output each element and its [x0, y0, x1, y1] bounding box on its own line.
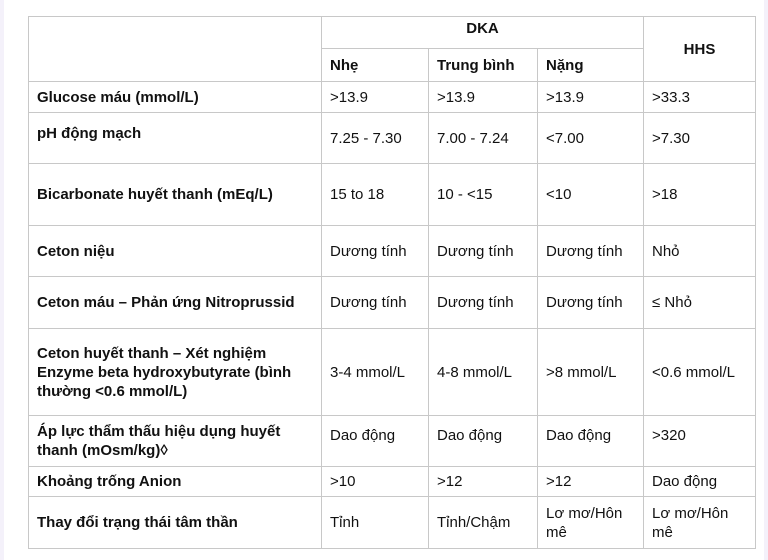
cell-value: 10 - <15	[429, 164, 538, 226]
table-row	[29, 277, 756, 329]
cell-value: >13.9	[429, 82, 538, 113]
table-row	[29, 226, 756, 277]
table-row	[29, 467, 756, 497]
cell-value: Nhỏ	[644, 226, 756, 277]
cell-value: Dương tính	[538, 277, 644, 329]
table-row	[29, 113, 756, 164]
row-label: Ceton huyết thanh – Xét nghiệm Enzyme beta hydroxybutyrate (bình thường <0.6 mmol/L)	[29, 329, 322, 416]
cell-value: <7.00	[538, 113, 644, 164]
severe-header: Nặng	[538, 49, 644, 82]
cell-value: Dao động	[538, 416, 644, 467]
row-label: Áp lực thẩm thấu hiệu dụng huyết thanh (mOsm/kg)◊	[29, 416, 322, 467]
cell-value: 15 to 18	[322, 164, 429, 226]
cell-value: >33.3	[644, 82, 756, 113]
cell-value: >12	[429, 467, 538, 497]
cell-value: 4-8 mmol/L	[429, 329, 538, 416]
row-label: Khoảng trống Anion	[29, 467, 322, 497]
row-label: Ceton máu – Phản ứng Nitroprussid	[29, 277, 322, 329]
table-row	[29, 329, 756, 416]
moderate-header: Trung bình	[429, 49, 538, 82]
hhs-header: HHS	[644, 17, 756, 82]
row-label: Bicarbonate huyết thanh (mEq/L)	[29, 164, 322, 226]
cell-value: Tỉnh/Chậm	[429, 497, 538, 549]
cell-value: Dương tính	[429, 226, 538, 277]
row-label: pH động mạch	[29, 113, 322, 164]
row-label: Glucose máu (mmol/L)	[29, 82, 322, 113]
table-row	[29, 82, 756, 113]
cell-value: Dao động	[644, 467, 756, 497]
cell-value: >13.9	[538, 82, 644, 113]
table-row	[29, 164, 756, 226]
cell-value: Lơ mơ/Hôn mê	[538, 497, 644, 549]
cell-value: <10	[538, 164, 644, 226]
cell-value: 3-4 mmol/L	[322, 329, 429, 416]
cell-value: Dương tính	[538, 226, 644, 277]
header-row-1	[29, 17, 756, 49]
cell-value: 7.25 - 7.30	[322, 113, 429, 164]
row-label: Thay đổi trạng thái tâm thần	[29, 497, 322, 549]
table-row	[29, 416, 756, 467]
row-label: Ceton niệu	[29, 226, 322, 277]
cell-value: Dương tính	[429, 277, 538, 329]
cell-value: ≤ Nhỏ	[644, 277, 756, 329]
cell-value: Dao động	[429, 416, 538, 467]
cell-value: >18	[644, 164, 756, 226]
cell-value: <0.6 mmol/L	[644, 329, 756, 416]
table-row	[29, 497, 756, 549]
cell-value: Lơ mơ/Hôn mê	[644, 497, 756, 549]
page-frame	[4, 0, 764, 560]
cell-value: >8 mmol/L	[538, 329, 644, 416]
cell-value: Dương tính	[322, 277, 429, 329]
cell-value: 7.00 - 7.24	[429, 113, 538, 164]
cell-value: >13.9	[322, 82, 429, 113]
dka-header: DKA	[322, 17, 644, 49]
cell-value: Dương tính	[322, 226, 429, 277]
header-empty-cell	[29, 17, 322, 82]
cell-value: Tỉnh	[322, 497, 429, 549]
cell-value: >10	[322, 467, 429, 497]
cell-value: Dao động	[322, 416, 429, 467]
cell-value: >12	[538, 467, 644, 497]
cell-value: >320	[644, 416, 756, 467]
cell-value: >7.30	[644, 113, 756, 164]
dka-hhs-comparison-table	[28, 16, 756, 549]
mild-header: Nhẹ	[322, 49, 429, 82]
